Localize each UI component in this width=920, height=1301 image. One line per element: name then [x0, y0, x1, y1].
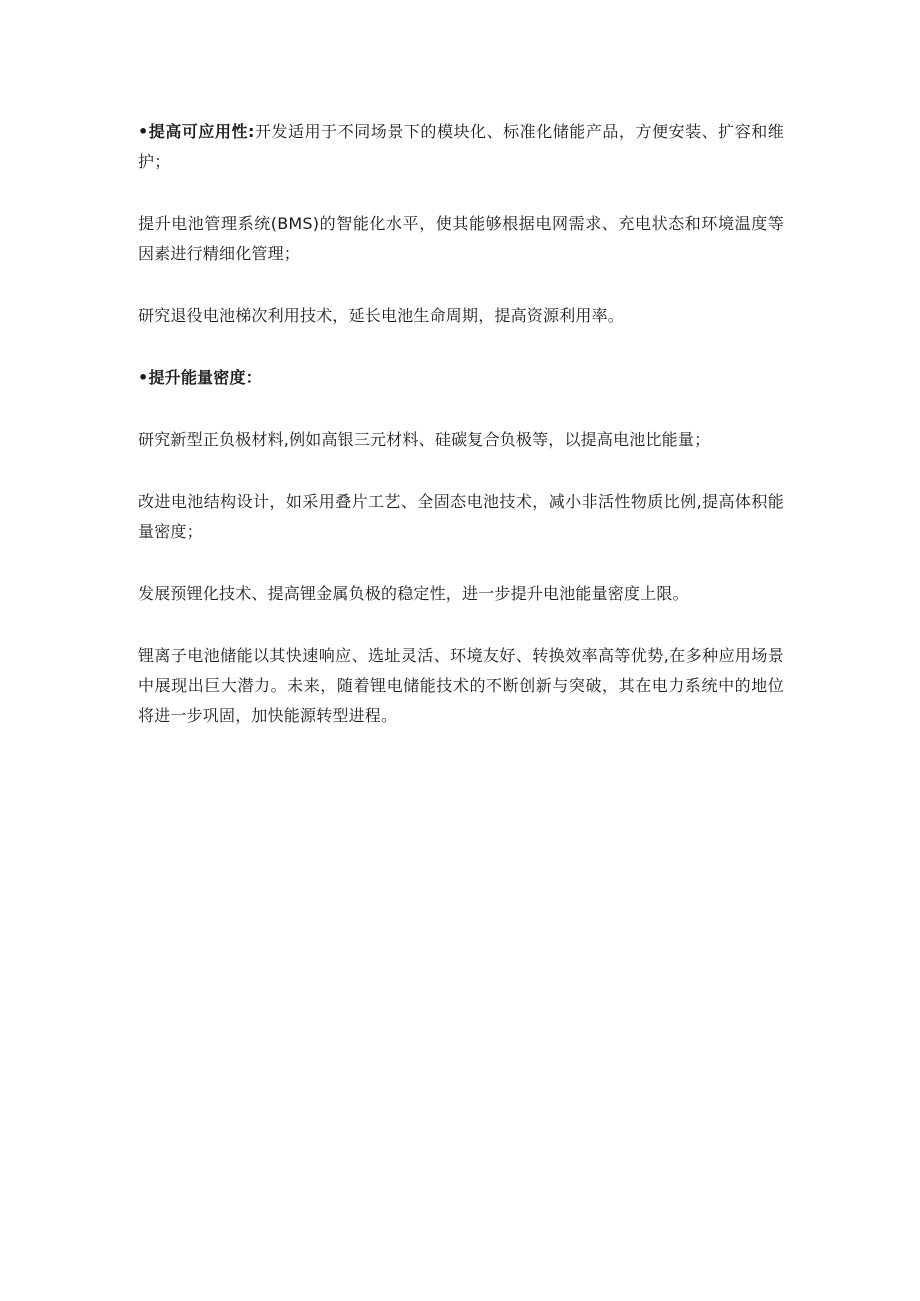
paragraph-prelithiation: [138, 579, 784, 609]
bullet-mark: •: [138, 122, 149, 141]
paragraph-energy-density: [138, 363, 784, 393]
paragraph-conclusion: [138, 641, 784, 731]
paragraph-text: 锂离子电池储能以其快速响应、选址灵活、环境友好、转换效率高等优势,在多种应用场景中展现出巨大潜力。未来，随着锂电储能技术的不断创新与突破，其在电力系统中的地位将进一步巩固，加快能源转型进程。: [138, 646, 784, 725]
bullet-mark: •: [138, 368, 149, 387]
paragraph-applicability: [138, 117, 784, 177]
paragraph-bms: [138, 209, 784, 269]
paragraph-text: 研究退役电池梯次利用技术，延长电池生命周期，提高资源利用率。: [138, 306, 625, 325]
paragraph-text: 发展预锂化技术、提高锂金属负极的稳定性，进一步提升电池能量密度上限。: [138, 584, 689, 603]
heading-separator: :: [248, 122, 255, 141]
document-body: [138, 117, 784, 731]
paragraph-text: 开发适用于不同场景下的模块化、标准化储能产品，方便安装、扩容和维护；: [138, 122, 785, 171]
paragraph-text: 提升电池管理系统(BMS)的智能化水平，使其能够根据电网需求、充电状态和环境温度等因素进行精细化管理；: [138, 214, 784, 263]
heading-energy-density: 提升能量密度：: [148, 368, 262, 387]
paragraph-text: 改进电池结构设计，如采用叠片工艺、全固态电池技术，减小非活性物质比例,提高体积能量密度；: [138, 492, 784, 541]
paragraph-second-life: [138, 301, 784, 331]
paragraph-structure: [138, 487, 784, 547]
heading-applicability: 提高可应用性: [148, 122, 249, 141]
paragraph-text: 研究新型正负极材料,例如高银三元材料、硅碳复合负极等，以提高电池比能量；: [138, 430, 711, 449]
paragraph-materials: [138, 425, 784, 455]
